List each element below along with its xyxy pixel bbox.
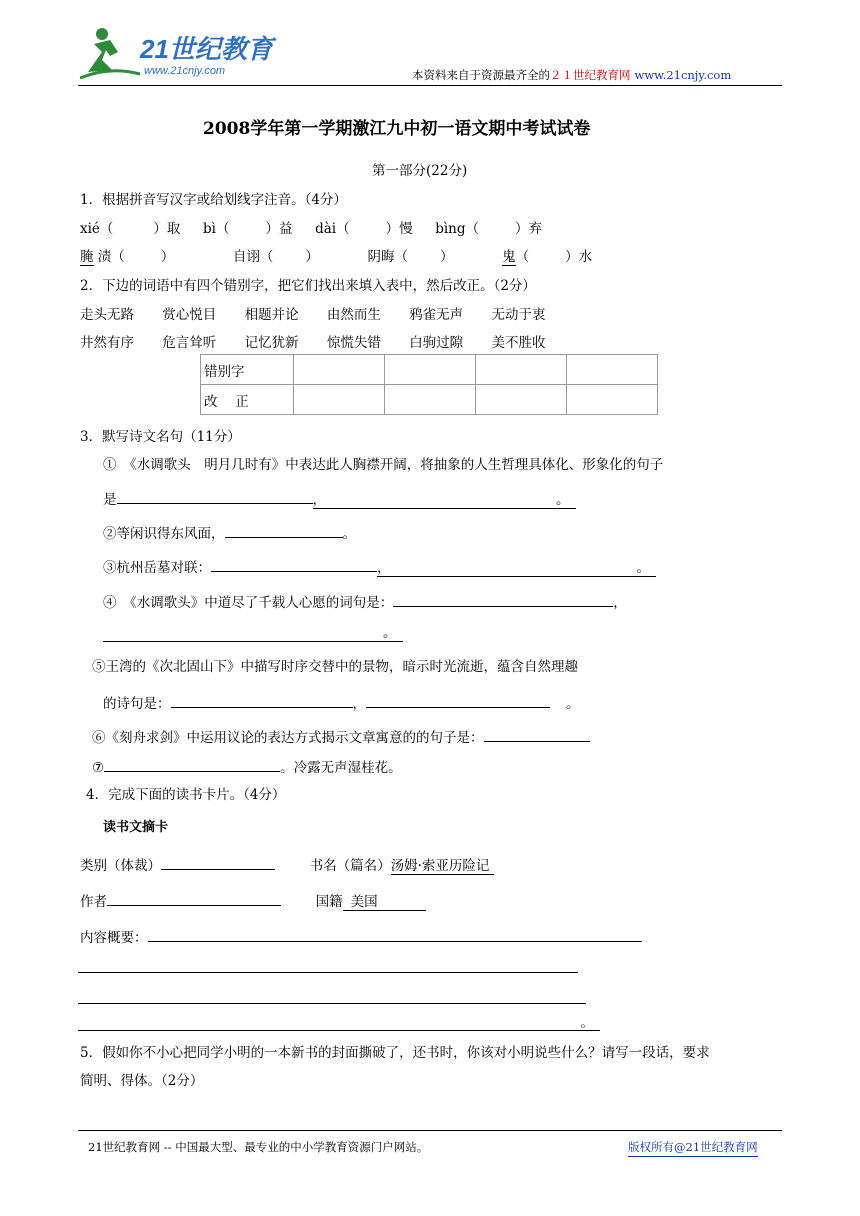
header-rule [78, 85, 782, 86]
table-cell[interactable] [476, 355, 567, 385]
exam-title: 2008学年第一学期激江九中初一语文期中考试试卷 [203, 119, 591, 139]
summary-line[interactable]: 。 [78, 1014, 600, 1031]
q2-line1: 走头无路 赏心悦目 相题并论 由然而生 鸦雀无声 无动于衷 [80, 307, 546, 323]
answer-blank[interactable] [117, 488, 313, 504]
summary-line[interactable] [78, 987, 586, 1004]
answer-blank[interactable] [171, 692, 353, 708]
q5-text: 5．假如你不小心把同学小明的一本新书的封面撕破了，还书时，你该对小明说些什么？请写一段话，要求 [80, 1045, 710, 1061]
card-summary: 内容概要： [80, 926, 642, 947]
nation-value: 美国 [350, 894, 378, 910]
error-table [200, 354, 658, 415]
q3-item2: ②等闲识得东风面， 。 [103, 522, 356, 543]
answer-blank[interactable] [393, 591, 613, 607]
table-cell[interactable] [385, 385, 476, 415]
q4-text: 4．完成下面的读书卡片。（4分） [86, 787, 286, 803]
footer-rule [78, 1130, 782, 1131]
q5-text-line2: 简明、得体。（2分） [80, 1073, 204, 1089]
q2-text: 2．下边的词语中有四个错别字，把它们找出来填入表中，然后改正。（2分） [80, 278, 536, 294]
source-url-link[interactable]: www.21cnjy.com [634, 68, 732, 82]
table-row [201, 355, 658, 385]
answer-blank[interactable] [366, 692, 550, 708]
q3-item3: ③杭州岳墓对联： ， 。 [103, 556, 656, 577]
table-cell[interactable] [385, 355, 476, 385]
table-cell[interactable] [476, 385, 567, 415]
runner-icon [80, 28, 140, 78]
answer-blank[interactable] [484, 726, 590, 742]
card-title: 读书文摘卡 [103, 820, 169, 835]
card-row1: 类别（体裁） 书名（篇名）汤姆·索亚历险记 [80, 854, 494, 875]
answer-blank[interactable] [104, 756, 280, 772]
site-logo [80, 22, 290, 82]
footer-left: 21世纪教育网 -- 中国最大型、最专业的中小学教育资源门户网站。 [88, 1140, 429, 1154]
answer-blank[interactable] [225, 522, 343, 538]
q1-text: 1．根据拼音写汉字或给划线字注音。（4分） [80, 192, 347, 208]
q3-item1: ① 《水调歌头 明月几时有》中表达此人胸襟开阔，将抽象的人生哲理具体化、形象化的句子 [103, 457, 664, 473]
table-row [201, 385, 658, 415]
table-cell[interactable] [567, 385, 658, 415]
q3-item6: ⑥《刻舟求剑》中运用议论的表达方式揭示文章寓意的的句子是： [92, 726, 590, 747]
card-row2: 作者 国籍 美国 [80, 890, 426, 911]
table-cell: 改 正 [201, 385, 294, 415]
q3-text: 3．默写诗文名句（11分） [80, 429, 241, 445]
table-cell: 错别字 [201, 355, 294, 385]
table-cell[interactable] [567, 355, 658, 385]
table-cell[interactable] [294, 355, 385, 385]
table-cell[interactable] [294, 385, 385, 415]
q3-item5: ⑤王湾的《次北固山下》中描写时序交替中的景物，暗示时光流逝，蕴含自然理趣 [92, 659, 578, 675]
source-site-link[interactable]: ２１世纪教育网 [550, 68, 631, 82]
q2-line2: 井然有序 危言耸听 记忆犹新 惊慌失错 白驹过隙 美不胜收 [80, 335, 546, 351]
q1-row1: xié（ ）取 bì（ ）益 dài（ ）慢 bìng（ ）弃 [80, 221, 542, 237]
summary-line[interactable] [78, 956, 578, 973]
footer-copyright-link[interactable]: 版权所有@21世纪教育网 [628, 1138, 758, 1157]
q3-item5-answer: 的诗句是： ， 。 [103, 692, 580, 713]
q3-item4-line2: 。 [103, 624, 403, 642]
author-field[interactable] [107, 890, 281, 906]
source-note: 本资料来自于资源最齐全的２１世纪教育网 www.21cnjy.com [412, 68, 732, 82]
category-field[interactable] [161, 854, 275, 870]
book-title-value: 汤姆·索亚历险记 [390, 858, 490, 874]
q1-row2: 腌 渍（ ） 自诩（ ） 阴晦（ ） 鬼（ ）水 [80, 249, 593, 265]
logo-url: www.21cnjy.com [144, 65, 226, 77]
q3-item7: ⑦ 。冷露无声湿桂花。 [92, 756, 402, 777]
q3-item4: ④ 《水调歌头》中道尽了千载人心愿的词句是： ， [103, 591, 627, 612]
q3-item1-answer: 是 ， 。 [103, 488, 576, 509]
answer-blank[interactable] [211, 556, 377, 572]
part1-heading: 第一部分(22分) [372, 163, 468, 179]
summary-field[interactable] [148, 926, 642, 942]
logo-text: 21世纪教育 [140, 34, 273, 64]
